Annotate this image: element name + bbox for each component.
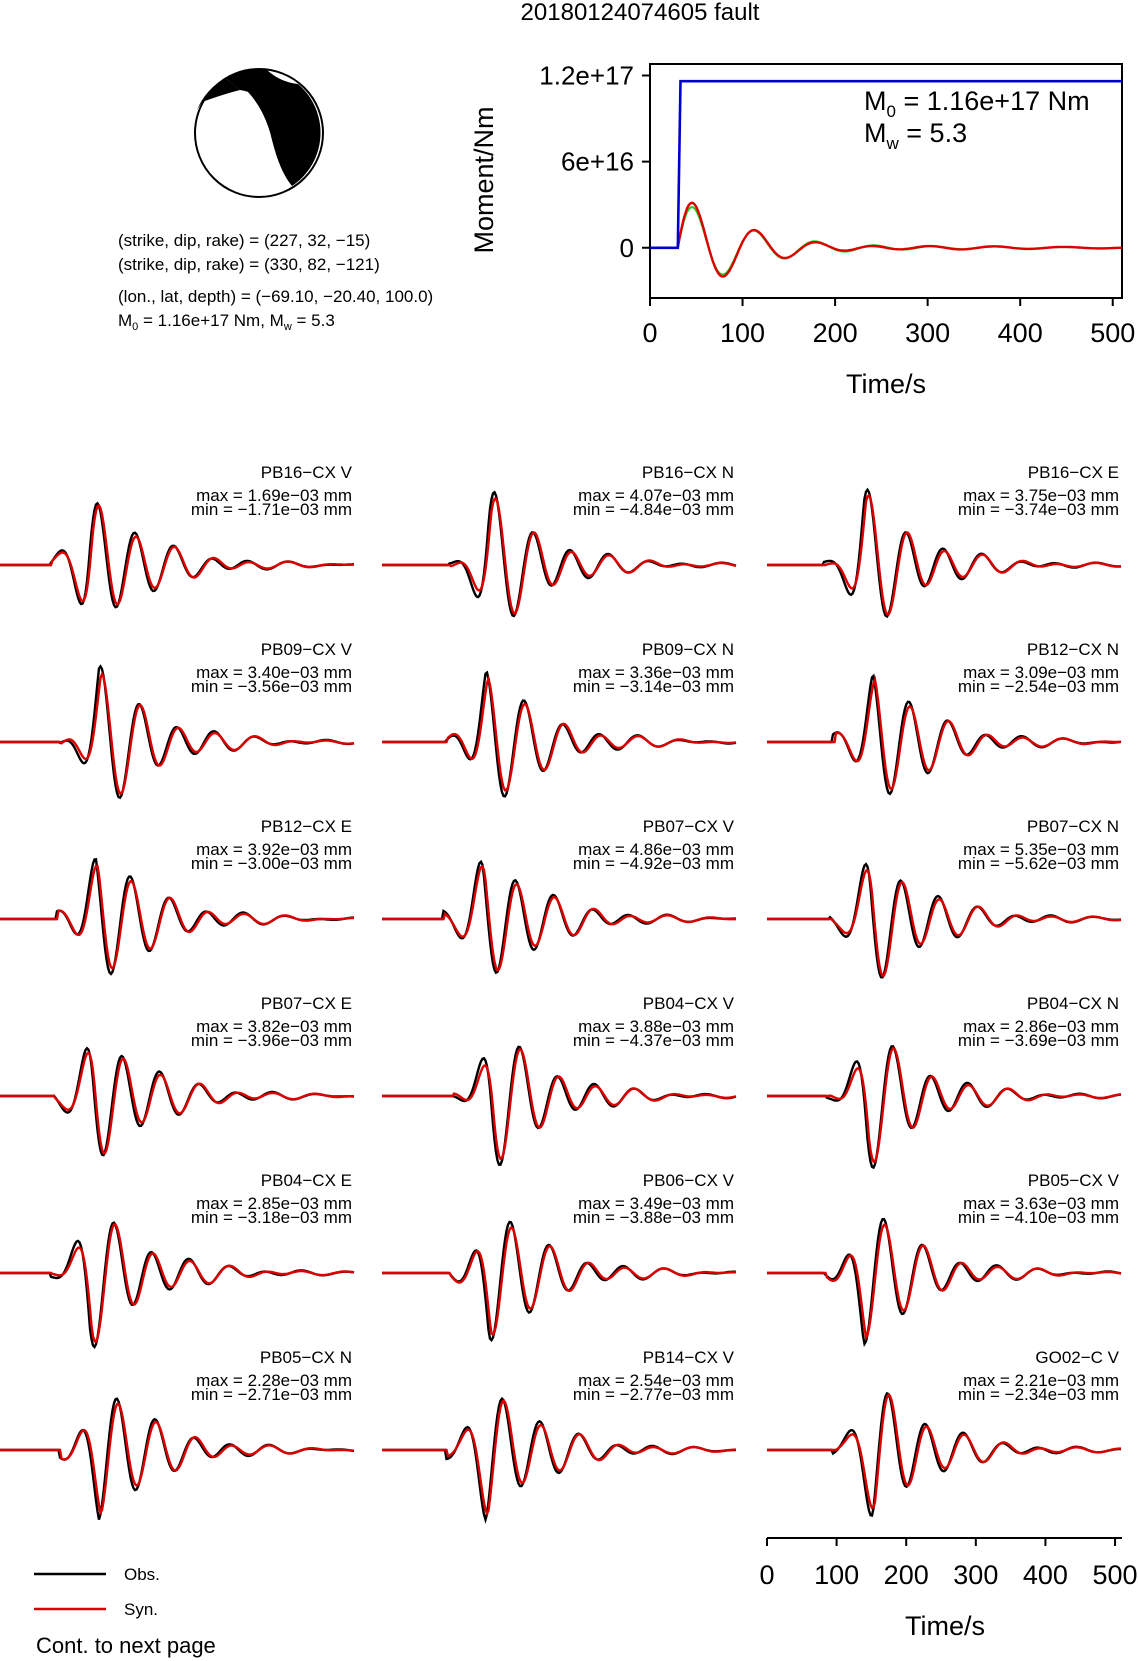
observed-waveform xyxy=(0,859,354,974)
station-name: PB05−CX V xyxy=(1027,1171,1119,1190)
station-name: PB06−CX V xyxy=(642,1171,734,1190)
waveform-panel xyxy=(0,817,354,974)
observed-waveform xyxy=(382,862,736,973)
station-min: min = −3.14e−03 mm xyxy=(572,677,734,696)
synthetic-waveform xyxy=(382,1228,736,1335)
observed-waveform xyxy=(382,1222,736,1340)
stf-y-axis-label: Moment/Nm xyxy=(469,106,499,254)
station-min: min = −3.96e−03 mm xyxy=(190,1031,352,1050)
stf-x-tick-label: 0 xyxy=(642,318,658,348)
waveform-panel xyxy=(767,1348,1121,1516)
synthetic-waveform xyxy=(0,506,354,605)
synthetic-waveform xyxy=(382,1401,736,1514)
station-min: min = −3.74e−03 mm xyxy=(957,500,1119,519)
station-min: min = −5.62e−03 mm xyxy=(957,854,1119,873)
synthetic-waveform xyxy=(0,1225,354,1342)
station-max: max = 2.85e−03 mm xyxy=(196,1194,352,1213)
strike-dip-rake-1: (strike, dip, rake) = (227, 32, −15) xyxy=(118,231,371,250)
waveform-panel xyxy=(0,640,354,798)
stf-y-tick-label: 1.2e+17 xyxy=(539,60,634,91)
station-min: min = −4.92e−03 mm xyxy=(572,854,734,873)
station-max: max = 1.69e−03 mm xyxy=(196,486,352,505)
station-name: PB07−CX V xyxy=(642,817,734,836)
station-max: max = 3.40e−03 mm xyxy=(196,663,352,682)
station-name: PB16−CX E xyxy=(1027,463,1119,482)
station-min: min = −3.69e−03 mm xyxy=(957,1031,1119,1050)
stf-x-tick-label: 300 xyxy=(905,318,951,348)
observed-waveform xyxy=(382,1399,736,1520)
stf-x-tick-label: 200 xyxy=(812,318,858,348)
station-max: max = 3.49e−03 mm xyxy=(578,1194,734,1213)
station-name: PB04−CX V xyxy=(642,994,734,1013)
waveform-panels xyxy=(0,463,1121,1520)
waveform-panel xyxy=(0,994,354,1155)
waveform-panel xyxy=(382,640,736,796)
stf-moment-rate-green-line xyxy=(650,207,1122,274)
strike-dip-rake-2: (strike, dip, rake) = (330, 82, −121) xyxy=(118,255,380,274)
stf-annotation-m0: $M_0 = 1.16e+17$ Nm xyxy=(864,86,1090,121)
observed-waveform xyxy=(0,1399,354,1520)
station-min: min = −2.77e−03 mm xyxy=(572,1385,734,1404)
synthetic-waveform xyxy=(382,1049,736,1159)
figure-title: 20180124074605 fault xyxy=(520,0,760,26)
station-max: max = 3.36e−03 mm xyxy=(578,663,734,682)
waveform-time-axis xyxy=(759,1538,1137,1641)
station-name: PB04−CX E xyxy=(260,1171,352,1190)
station-max: max = 5.35e−03 mm xyxy=(963,840,1119,859)
station-name: PB04−CX N xyxy=(1026,994,1119,1013)
waveform-x-tick-label: 400 xyxy=(1022,1560,1068,1590)
source-time-function-chart xyxy=(469,60,1135,399)
station-name: PB09−CX N xyxy=(641,640,734,659)
station-name: PB16−CX V xyxy=(260,463,352,482)
station-name: PB07−CX N xyxy=(1026,817,1119,836)
synthetic-waveform xyxy=(382,867,736,971)
location-depth: (lon., lat, depth) = (−69.10, −20.40, 100.0) xyxy=(118,287,434,306)
stf-moment-rate-red-line xyxy=(650,203,1122,277)
stf-x-tick-label: 400 xyxy=(997,318,1043,348)
stf-y-tick-label: 0 xyxy=(619,232,634,263)
station-min: min = −3.88e−03 mm xyxy=(572,1208,734,1227)
station-max: max = 2.21e−03 mm xyxy=(963,1371,1119,1390)
station-min: min = −2.54e−03 mm xyxy=(957,677,1119,696)
observed-waveform xyxy=(767,1046,1121,1167)
stf-x-tick-label: 100 xyxy=(720,318,766,348)
station-max: max = 3.88e−03 mm xyxy=(578,1017,734,1036)
stf-x-axis xyxy=(642,298,1135,348)
station-name: PB12−CX E xyxy=(260,817,352,836)
station-max: max = 4.86e−03 mm xyxy=(578,840,734,859)
waveform-x-tick-label: 100 xyxy=(814,1560,860,1590)
waveform-x-tick-label: 200 xyxy=(883,1560,929,1590)
waveform-x-tick-label: 0 xyxy=(759,1560,775,1590)
synthetic-waveform xyxy=(0,866,354,968)
focal-mechanism-beachball xyxy=(195,69,323,197)
waveform-panel xyxy=(767,463,1121,617)
waveform-panel xyxy=(767,994,1121,1168)
station-min: min = −3.00e−03 mm xyxy=(190,854,352,873)
waveform-panel xyxy=(767,817,1121,977)
station-max: max = 2.54e−03 mm xyxy=(578,1371,734,1390)
station-min: min = −4.37e−03 mm xyxy=(572,1031,734,1050)
station-max: max = 3.75e−03 mm xyxy=(963,486,1119,505)
waveform-panel xyxy=(0,1348,354,1520)
station-min: min = −3.18e−03 mm xyxy=(190,1208,352,1227)
station-max: max = 3.09e−03 mm xyxy=(963,663,1119,682)
waveform-panel xyxy=(382,463,736,616)
station-max: max = 3.92e−03 mm xyxy=(196,840,352,859)
synthetic-waveform xyxy=(767,1395,1121,1508)
station-name: PB09−CX V xyxy=(260,640,352,659)
legend-obs-label: Obs. xyxy=(124,1565,160,1584)
stf-x-axis-label: Time/s xyxy=(846,369,926,399)
observed-waveform xyxy=(0,1048,354,1155)
stf-y-axis xyxy=(539,60,650,298)
station-name: GO02−C V xyxy=(1035,1348,1119,1367)
station-min: min = −2.71e−03 mm xyxy=(190,1385,352,1404)
waveform-panel xyxy=(382,817,736,973)
waveform-panel xyxy=(382,1171,736,1340)
station-max: max = 2.28e−03 mm xyxy=(196,1371,352,1390)
station-name: PB16−CX N xyxy=(641,463,734,482)
station-name: PB12−CX N xyxy=(1026,640,1119,659)
waveform-panel xyxy=(767,640,1121,794)
synthetic-waveform xyxy=(767,1225,1121,1337)
mechanism-info xyxy=(118,231,433,333)
station-name: PB07−CX E xyxy=(260,994,352,1013)
waveform-x-axis-label: Time/s xyxy=(905,1611,985,1641)
station-min: min = −4.10e−03 mm xyxy=(957,1208,1119,1227)
waveform-panel xyxy=(0,463,354,607)
station-name: PB14−CX V xyxy=(642,1348,734,1367)
station-max: max = 4.07e−03 mm xyxy=(578,486,734,505)
stf-y-tick-label: 6e+16 xyxy=(560,146,634,177)
station-min: min = −4.84e−03 mm xyxy=(572,500,734,519)
observed-waveform xyxy=(767,1219,1121,1344)
station-max: max = 2.86e−03 mm xyxy=(963,1017,1119,1036)
synthetic-waveform xyxy=(0,1404,354,1513)
station-min: min = −1.71e−03 mm xyxy=(190,500,352,519)
synthetic-waveform xyxy=(0,1053,354,1153)
waveform-panel xyxy=(0,1171,354,1347)
stf-annotation-mw: $M_w = 5.3$ xyxy=(864,118,968,153)
observed-waveform xyxy=(382,1047,736,1165)
station-max: max = 3.63e−03 mm xyxy=(963,1194,1119,1213)
stf-x-tick-label: 500 xyxy=(1090,318,1136,348)
waveform-x-tick-label: 500 xyxy=(1092,1560,1138,1590)
waveform-panel xyxy=(382,1348,736,1520)
waveform-panel xyxy=(382,994,736,1165)
waveform-panel xyxy=(767,1171,1121,1344)
legend xyxy=(34,1565,160,1619)
observed-waveform xyxy=(0,1223,354,1347)
synthetic-waveform xyxy=(767,680,1121,789)
moment-magnitude-line: $M_0 = 1.16e+17$ Nm, $M_w = 5.3$ xyxy=(118,311,335,333)
legend-syn-label: Syn. xyxy=(124,1600,159,1619)
station-name: PB05−CX N xyxy=(259,1348,352,1367)
station-min: min = −3.56e−03 mm xyxy=(190,677,352,696)
station-max: max = 3.82e−03 mm xyxy=(196,1017,352,1036)
waveform-x-tick-label: 300 xyxy=(953,1560,999,1590)
continued-footer: Cont. to next page xyxy=(36,1633,216,1658)
observed-waveform xyxy=(767,1393,1121,1515)
station-min: min = −2.34e−03 mm xyxy=(957,1385,1119,1404)
